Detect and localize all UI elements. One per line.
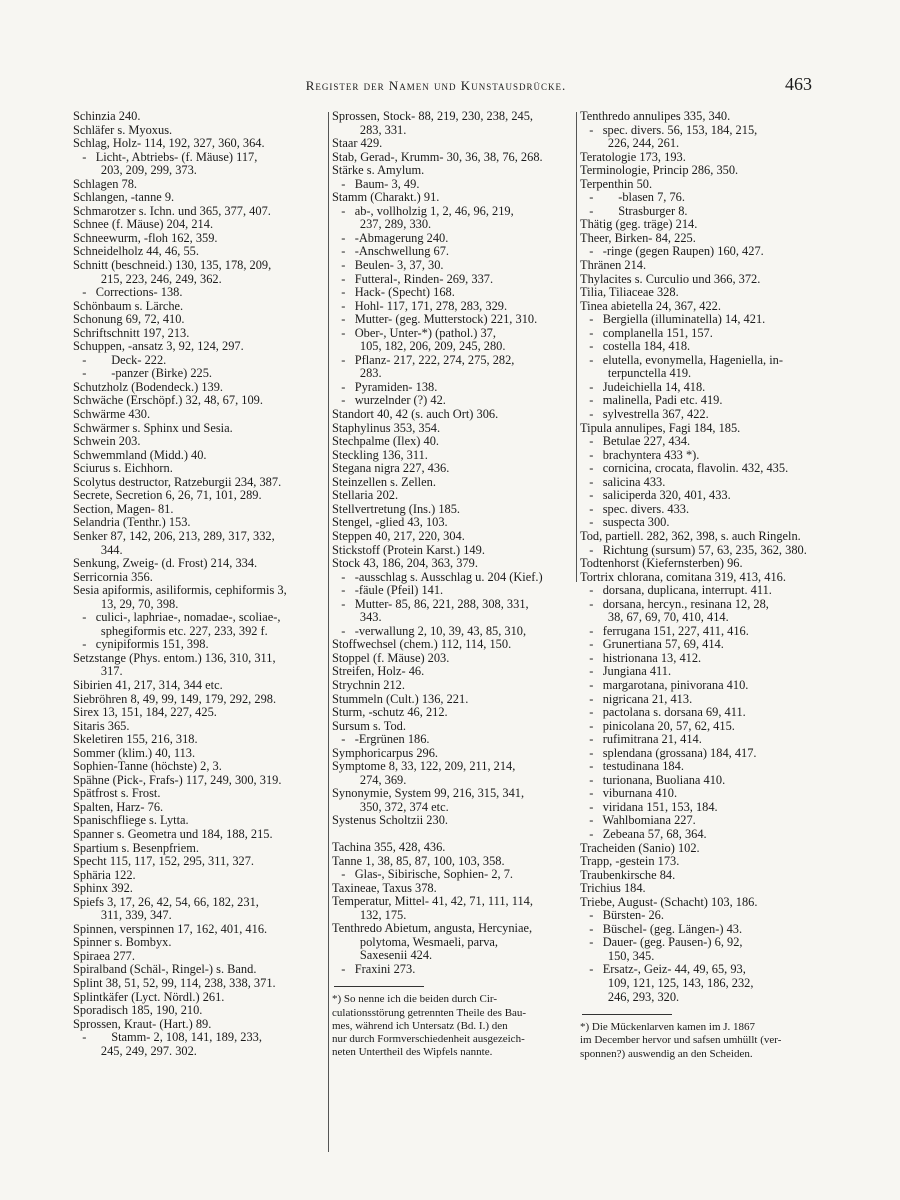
page-header <box>60 74 812 96</box>
index-entry: Schnitt (beschneid.) 130, 135, 178, 209, <box>73 259 272 273</box>
index-entry: Steinzellen s. Zellen. <box>332 475 436 489</box>
index-entry: Stoffwechsel (chem.) 112, 114, 150. <box>332 638 512 652</box>
index-entry: sphegiformis etc. 227, 233, 392 f. <box>73 624 268 638</box>
index-entry: Stamm (Charakt.) 91. <box>332 191 440 205</box>
index-column-3 <box>580 110 813 1061</box>
index-entry: Schneidelholz 44, 46, 55. <box>73 245 199 259</box>
index-entry: Staar 429. <box>332 137 383 151</box>
index-entry: - salicina 433. <box>580 475 666 489</box>
index-entry: Tracheiden (Sanio) 102. <box>580 841 700 855</box>
index-entry: Schmarotzer s. Ichn. und 365, 377, 407. <box>73 204 271 218</box>
index-entry: Sursum s. Tod. <box>332 719 406 733</box>
footnote-line: sponnen?) auswendig an den Scheiden. <box>580 1047 753 1060</box>
index-entry: - -Abmagerung 240. <box>332 231 449 245</box>
index-entry: - Mutter- (geg. Mutterstock) 221, 310. <box>332 313 538 327</box>
index-entry: Taxineae, Taxus 378. <box>332 881 437 895</box>
index-entry: polytoma, Wesmaeli, parva, <box>332 935 499 949</box>
index-entry: 237, 289, 330. <box>332 218 432 232</box>
index-entry: Tinea abietella 24, 367, 422. <box>580 299 721 313</box>
index-entry: terpunctella 419. <box>580 367 692 381</box>
index-entry: Triebe, August- (Schacht) 103, 186. <box>580 895 758 909</box>
index-entry: Tod, partiell. 282, 362, 398, s. auch Ringeln. <box>580 529 801 543</box>
index-entry: Tachina 355, 428, 436. <box>332 840 446 854</box>
index-entry: Setzstange (Phys. entom.) 136, 310, 311, <box>73 651 276 665</box>
index-entry: Section, Magen- 81. <box>73 502 174 516</box>
index-entry: Serricornia 356. <box>73 570 153 584</box>
index-entry: - viridana 151, 153, 184. <box>580 800 718 814</box>
index-entry: - cynipiformis 151, 398. <box>73 638 209 652</box>
index-entry: - -panzer (Birke) 225. <box>73 367 213 381</box>
index-entry: 344. <box>73 543 123 557</box>
index-entry: Specht 115, 117, 152, 295, 311, 327. <box>73 855 255 869</box>
index-entry: 343. <box>332 611 382 625</box>
index-entry: - Licht-, Abtriebs- (f. Mäuse) 117, <box>73 150 258 164</box>
index-entry: Schlag, Holz- 114, 192, 327, 360, 364. <box>73 137 265 151</box>
index-entry: - Futteral-, Rinden- 269, 337. <box>332 272 494 286</box>
index-entry: - Zebeana 57, 68, 364. <box>580 827 707 841</box>
index-entry: Schwärme 430. <box>73 408 151 422</box>
index-entry: Skeletiren 155, 216, 318. <box>73 733 198 747</box>
index-entry: Teratologie 173, 193. <box>580 150 686 164</box>
index-entry: 311, 339, 347. <box>73 909 172 923</box>
index-entry: - brachyntera 433 *). <box>580 448 700 462</box>
index-entry: - dorsana, hercyn., resinana 12, 28, <box>580 597 769 611</box>
index-entry: Stab, Gerad-, Krumm- 30, 36, 38, 76, 268. <box>332 150 543 164</box>
index-entry: - Dauer- (geg. Pausen-) 6, 92, <box>580 936 743 950</box>
index-entry: - spec. divers. 433. <box>580 502 690 516</box>
index-entry: - Mutter- 85, 86, 221, 288, 308, 331, <box>332 597 529 611</box>
index-entry: - Jungiana 411. <box>580 665 672 679</box>
index-entry: - -ausschlag s. Ausschlag u. 204 (Kief.) <box>332 570 543 584</box>
index-entry: 132, 175. <box>332 908 407 922</box>
index-entry: - Richtung (sursum) 57, 63, 235, 362, 380. <box>580 543 807 557</box>
index-entry: - histrionana 13, 412. <box>580 651 702 665</box>
index-entry: Saxesenii 424. <box>332 949 433 963</box>
running-title: Register der Namen und Kunstausdrücke. <box>305 78 567 93</box>
index-entry: - turionana, Buoliana 410. <box>580 773 726 787</box>
index-entry: Stegana nigra 227, 436. <box>332 462 450 476</box>
index-entry: - cornicina, crocata, flavolin. 432, 435. <box>580 462 789 476</box>
index-entry: - saliciperda 320, 401, 433. <box>580 489 731 503</box>
index-entry: - Grunertiana 57, 69, 414. <box>580 638 724 652</box>
index-entry: - -Ergrünen 186. <box>332 733 430 747</box>
index-entry: Terpenthin 50. <box>580 177 653 191</box>
index-entry: Stellaria 202. <box>332 489 399 503</box>
footnote-line: im December hervor und safsen umhüllt (ver- <box>580 1034 782 1047</box>
index-entry: 283. <box>332 367 382 381</box>
index-entry: Spanner s. Geometra und 184, 188, 215. <box>73 827 273 841</box>
index-entry: Schneewurm, -floh 162, 359. <box>73 231 218 245</box>
index-entry: - malinella, Padi etc. 419. <box>580 394 723 408</box>
index-entry: - testudinana 184. <box>580 760 684 774</box>
index-entry: - Pflanz- 217, 222, 274, 275, 282, <box>332 353 515 367</box>
index-entry: Splintkäfer (Lyct. Nördl.) 261. <box>73 990 225 1004</box>
index-entry: Sporadisch 185, 190, 210. <box>73 1004 203 1018</box>
index-entry: - Baum- 3, 49. <box>332 177 420 191</box>
index-entry: Spiralband (Schäl-, Ringel-) s. Band. <box>73 963 257 977</box>
index-entry: Stengel, -glied 43, 103. <box>332 516 448 530</box>
index-entry: Scolytus destructor, Ratzeburgii 234, 387. <box>73 475 282 489</box>
index-entry: - wurzelnder (?) 42. <box>332 394 446 408</box>
index-entry: 246, 293, 320. <box>580 990 680 1004</box>
index-entry: - Corrections- 138. <box>73 286 183 300</box>
index-column-2 <box>332 110 570 1059</box>
index-entry: - Hack- (Specht) 168. <box>332 286 455 300</box>
index-entry: Thränen 214. <box>580 259 647 273</box>
index-entry: - Ober-, Unter-*) (pathol.) 37, <box>332 326 496 340</box>
index-entry: Stock 43, 186, 204, 363, 379. <box>332 557 478 571</box>
index-entry: Sitaris 365. <box>73 719 130 733</box>
index-entry: - Bürsten- 26. <box>580 909 664 923</box>
index-entry: Spalten, Harz- 76. <box>73 800 164 814</box>
index-entry: Strychnin 212. <box>332 678 405 692</box>
index-entry: Stickstoff (Protein Karst.) 149. <box>332 543 485 557</box>
index-entry: 274, 369. <box>332 773 407 787</box>
footnote <box>332 993 570 1059</box>
index-entry: - elutella, evonymella, Hageniella, in- <box>580 353 783 367</box>
index-entry: Streifen, Holz- 46. <box>332 665 425 679</box>
index-entry: Stechpalme (Ilex) 40. <box>332 435 440 449</box>
index-entry: Schwäche (Erschöpf.) 32, 48, 67, 109. <box>73 394 263 408</box>
index-entry: Stärke s. Amylum. <box>332 164 425 178</box>
index-entry: Selandria (Tenthr.) 153. <box>73 516 191 530</box>
index-entry: Tilia, Tiliaceae 328. <box>580 286 679 300</box>
index-entry: 203, 209, 299, 373. <box>73 164 197 178</box>
index-entry: - splendana (grossana) 184, 417. <box>580 746 757 760</box>
index-entry: Stellvertretung (Ins.) 185. <box>332 502 461 516</box>
index-entry: Theer, Birken- 84, 225. <box>580 231 696 245</box>
footnote-rule <box>582 1014 672 1015</box>
index-entry: - -fäule (Pfeil) 141. <box>332 584 444 598</box>
index-entry: 105, 182, 206, 209, 245, 280. <box>332 340 506 354</box>
index-entry: Sphinx 392. <box>73 882 133 896</box>
index-entry: Todtenhorst (Kiefernsterben) 96. <box>580 557 743 571</box>
index-entry: - dorsana, duplicana, interrupt. 411. <box>580 584 772 598</box>
index-entry: Trapp, -gestein 173. <box>580 855 680 869</box>
index-entry: - Fraxini 273. <box>332 962 416 976</box>
footnote-line: *) Die Mückenlarven kamen im J. 1867 <box>580 1021 756 1034</box>
index-entry: Sommer (klim.) 40, 113. <box>73 746 196 760</box>
index-entry: - Strasburger 8. <box>580 204 688 218</box>
index-entry: 109, 121, 125, 143, 186, 232, <box>580 977 754 990</box>
index-entry: Spähne (Pick-, Frafs-) 117, 249, 300, 319. <box>73 773 282 787</box>
index-entry: 283, 331. <box>332 123 407 137</box>
index-entry: Senker 87, 142, 206, 213, 289, 317, 332, <box>73 529 275 543</box>
index-entry: 317. <box>73 665 123 679</box>
footnote-line: nur durch Formverschiedenheit ausgezeich- <box>332 1033 525 1046</box>
index-entry: Sprossen, Kraut- (Hart.) 89. <box>73 1017 212 1031</box>
footnote-line: *) So nenne ich die beiden durch Cir- <box>332 993 498 1006</box>
index-entry: - nigricana 21, 413. <box>580 692 693 706</box>
index-entry: - Hohl- 117, 171, 278, 283, 329. <box>332 299 508 313</box>
index-entry: Spiefs 3, 17, 26, 42, 54, 66, 182, 231, <box>73 895 259 909</box>
index-entry: Tenthredo annulipes 335, 340. <box>580 110 731 123</box>
footnote-line: neten Untertheil des Wipfels nannte. <box>332 1046 493 1059</box>
index-entry: Schonung 69, 72, 410. <box>73 313 185 327</box>
column-divider <box>328 112 329 1152</box>
index-entry: - Judeichiella 14, 418. <box>580 380 706 394</box>
index-entry: 245, 249, 297. 302. <box>73 1044 197 1058</box>
index-entry: 150, 345. <box>580 949 655 963</box>
index-entry: Stoppel (f. Mäuse) 203. <box>332 651 450 665</box>
index-entry: Sophien-Tanne (höchste) 2, 3. <box>73 760 222 774</box>
index-entry: Temperatur, Mittel- 41, 42, 71, 111, 114, <box>332 895 533 909</box>
index-entry: - sylvestrella 367, 422. <box>580 408 709 422</box>
index-entry: Schönbaum s. Lärche. <box>73 299 184 313</box>
index-entry: Schriftschnitt 197, 213. <box>73 326 190 340</box>
index-entry: Spinnen, verspinnen 17, 162, 401, 416. <box>73 922 268 936</box>
index-entry: Schutzholz (Bodendeck.) 139. <box>73 380 224 394</box>
index-entry: Stummeln (Cult.) 136, 221. <box>332 692 469 706</box>
index-entry: Schlagen 78. <box>73 177 138 191</box>
index-entry: Sphäria 122. <box>73 868 136 882</box>
index-entry: - -blasen 7, 76. <box>580 191 685 205</box>
index-entry: Symptome 8, 33, 122, 209, 211, 214, <box>332 760 516 774</box>
index-entry: Sibirien 41, 217, 314, 344 etc. <box>73 678 223 692</box>
index-entry: - Deck- 222. <box>73 353 167 367</box>
index-entry: 13, 29, 70, 398. <box>73 597 179 611</box>
index-entry: - culici-, laphriae-, nomadae-, scoliae-, <box>73 611 281 625</box>
index-entry: Tortrix chlorana, comitana 319, 413, 416. <box>580 570 786 584</box>
index-entry: - -Anschwellung 67. <box>332 245 450 259</box>
index-entry: Terminologie, Princip 286, 350. <box>580 164 739 178</box>
index-entry: Senkung, Zweig- (d. Frost) 214, 334. <box>73 557 258 571</box>
page-number: 463 <box>785 74 812 94</box>
index-entry: - spec. divers. 56, 153, 184, 215, <box>580 123 758 137</box>
index-entry: - pinicolana 20, 57, 62, 415. <box>580 719 735 733</box>
index-entry: Spanischfliege s. Lytta. <box>73 814 189 828</box>
index-entry: 226, 244, 261. <box>580 137 680 151</box>
index-entry: - Büschel- (geg. Längen-) 43. <box>580 922 743 936</box>
index-entry: Sciurus s. Eichhorn. <box>73 462 173 476</box>
footnote <box>580 1021 813 1061</box>
index-entry: Tanne 1, 38, 85, 87, 100, 103, 358. <box>332 854 505 868</box>
index-column-1 <box>73 110 325 1058</box>
index-entry: - Ersatz-, Geiz- 44, 49, 65, 93, <box>580 963 746 977</box>
index-entry: Steckling 136, 311. <box>332 448 428 462</box>
index-entry: Siebröhren 8, 49, 99, 149, 179, 292, 298. <box>73 692 277 706</box>
index-entry: Spätfrost s. Frost. <box>73 787 161 801</box>
index-entry: Tenthredo Abietum, angusta, Hercyniae, <box>332 922 533 936</box>
index-entry: - viburnana 410. <box>580 787 678 801</box>
index-entry: - suspecta 300. <box>580 516 670 530</box>
index-entry: Tipula annulipes, Fagi 184, 185. <box>580 421 741 435</box>
index-entry: Synonymie, System 99, 216, 315, 341, <box>332 787 525 801</box>
index-entry: Systenus Scholtzii 230. <box>332 814 448 828</box>
index-entry: Trichius 184. <box>580 882 646 896</box>
index-entry: - complanella 151, 157. <box>580 326 713 340</box>
index-entry: - ab-, vollholzig 1, 2, 46, 96, 219, <box>332 204 514 218</box>
index-entry: - Beulen- 3, 37, 30. <box>332 259 444 273</box>
index-entry: Schnee (f. Mäuse) 204, 214. <box>73 218 214 232</box>
index-entry: - pactolana s. dorsana 69, 411. <box>580 706 746 720</box>
index-entry: - -verwallung 2, 10, 39, 43, 85, 310, <box>332 624 527 638</box>
index-entry: Schwemmland (Midd.) 40. <box>73 448 207 462</box>
index-entry: Sirex 13, 151, 184, 227, 425. <box>73 706 217 720</box>
index-entry: Spinner s. Bombyx. <box>73 936 172 950</box>
index-entry: Schinzia 240. <box>73 110 141 123</box>
index-entry: Secrete, Secretion 6, 26, 71, 101, 289. <box>73 489 262 503</box>
footnote-line: mes, während ich Untersatz (Bd. I.) den <box>332 1019 508 1032</box>
column-divider <box>576 112 577 582</box>
index-entry: Schläfer s. Myoxus. <box>73 123 173 137</box>
index-entry: Splint 38, 51, 52, 99, 114, 238, 338, 371. <box>73 977 276 990</box>
index-entry: - costella 184, 418. <box>580 340 691 354</box>
index-entry: Steppen 40, 217, 220, 304. <box>332 529 465 543</box>
index-entry: Symphoricarpus 296. <box>332 746 438 760</box>
index-entry: Schuppen, -ansatz 3, 92, 124, 297. <box>73 340 244 354</box>
index-entry: - Glas-, Sibirische, Sophien- 2, 7. <box>332 868 514 882</box>
index-entry: Spartium s. Besenpfriem. <box>73 841 199 855</box>
index-entry: Schlangen, -tanne 9. <box>73 191 175 205</box>
index-entry: Staphylinus 353, 354. <box>332 421 441 435</box>
index-entry: - Betulae 227, 434. <box>580 435 691 449</box>
index-entry: - Pyramiden- 138. <box>332 380 438 394</box>
index-entry: Schwärmer s. Sphinx und Sesia. <box>73 421 233 435</box>
footnote-rule <box>334 986 424 987</box>
index-entry: 215, 223, 246, 249, 362. <box>73 272 222 286</box>
index-entry: Standort 40, 42 (s. auch Ort) 306. <box>332 408 499 422</box>
index-entry: - ferrugana 151, 227, 411, 416. <box>580 624 749 638</box>
index-entry: Traubenkirsche 84. <box>580 868 676 882</box>
index-entry: Thätig (geg. träge) 214. <box>580 218 698 232</box>
index-entry: Schwein 203. <box>73 435 141 449</box>
index-entry: 38, 67, 69, 70, 410, 414. <box>580 611 729 625</box>
index-entry: Thylacites s. Curculio und 366, 372. <box>580 272 761 286</box>
index-entry: - Bergiella (illuminatella) 14, 421. <box>580 313 766 327</box>
index-entry: - Wahlbomiana 227. <box>580 814 696 828</box>
index-entry: - margarotana, pinivorana 410. <box>580 678 749 692</box>
index-entry: - Stamm- 2, 108, 141, 189, 233, <box>73 1031 262 1045</box>
index-entry: - -ringe (gegen Raupen) 160, 427. <box>580 245 764 259</box>
index-entry: - rufimitrana 21, 414. <box>580 733 702 747</box>
index-entry: Sesia apiformis, asiliformis, cephiformis 3, <box>73 584 287 598</box>
index-entry: 350, 372, 374 etc. <box>332 800 449 814</box>
index-entry: Sprossen, Stock- 88, 219, 230, 238, 245, <box>332 110 534 123</box>
index-entry: Spiraea 277. <box>73 949 135 963</box>
index-entry: Sturm, -schutz 46, 212. <box>332 706 448 720</box>
footnote-line: culationsstörung getrennten Theile des Bau- <box>332 1006 527 1019</box>
